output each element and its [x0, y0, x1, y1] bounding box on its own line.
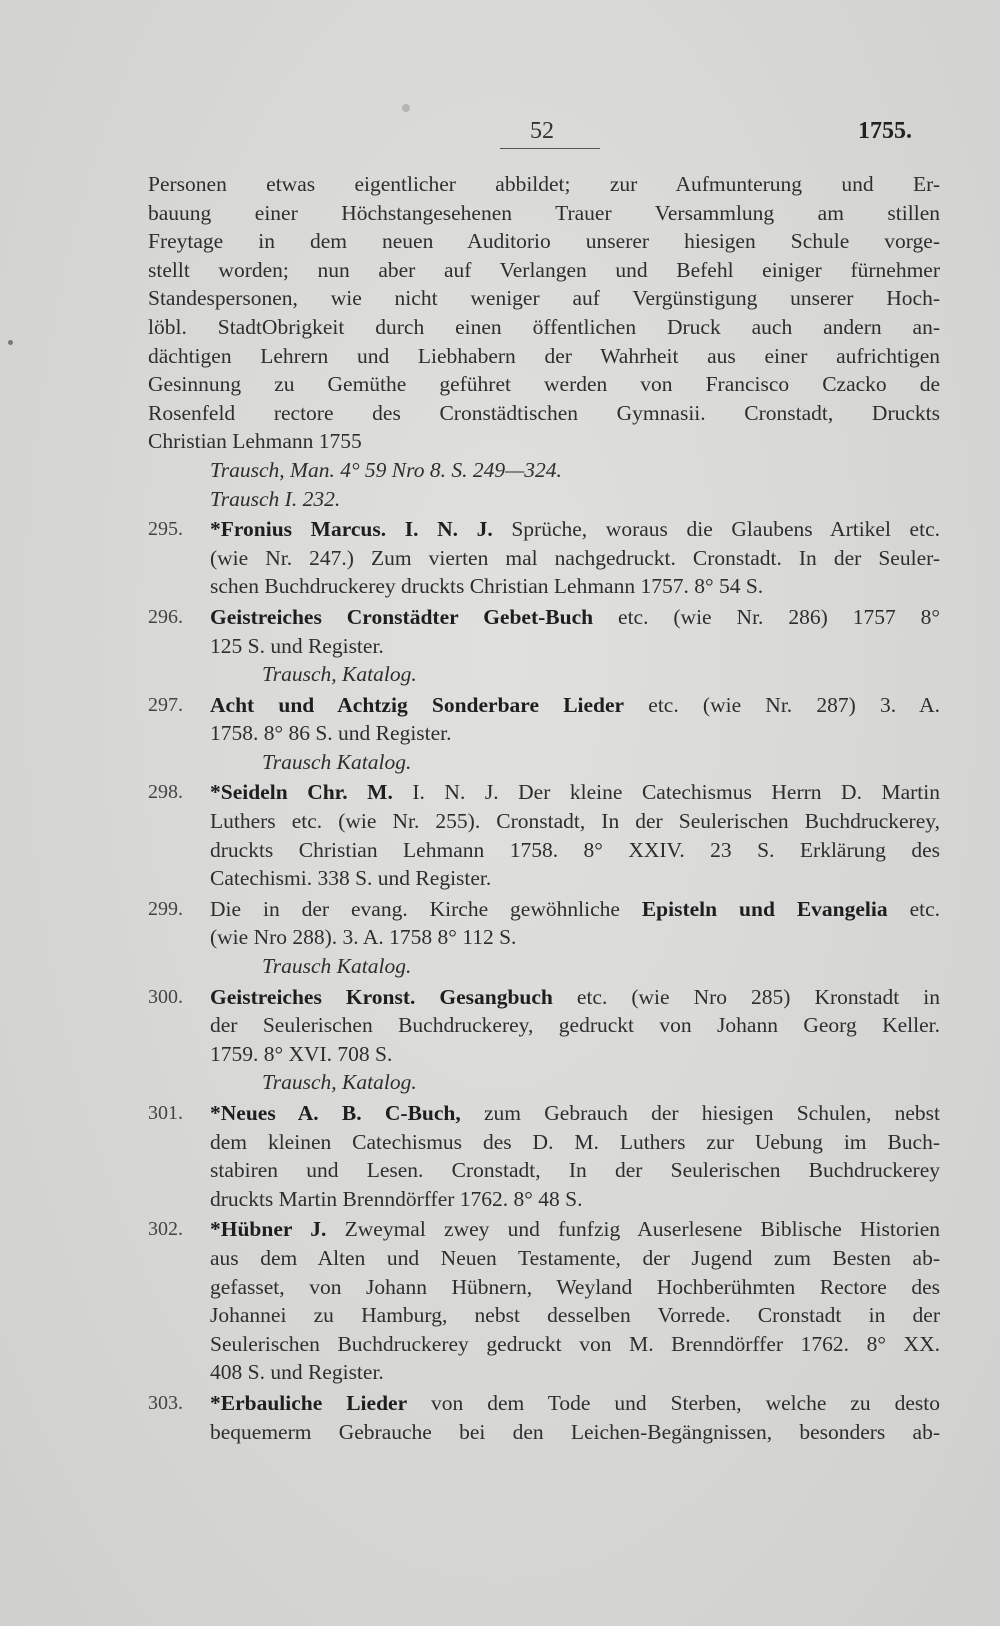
- text-line: Rosenfeld rectore des Cronstädtischen Gymnasii. Cronstadt, Druckts: [148, 400, 940, 425]
- catalog-entry: [148, 1215, 940, 1387]
- header-rule: [500, 148, 600, 149]
- catalog-entry: [148, 895, 940, 981]
- header-year: 1755.: [858, 118, 912, 144]
- text-line: Standespersonen, wie nicht weniger auf Vergünstigung unserer Hoch-: [148, 286, 940, 311]
- entry-title: *Neues A. B. C-Buch,: [210, 1101, 461, 1125]
- reference: Trausch I. 232.: [210, 486, 341, 511]
- entry-number: 302.: [148, 1218, 183, 1241]
- entry-number: 300.: [148, 985, 183, 1008]
- entry-text: Zweymal zwey und funfzig Auserlesene Biblische Historien: [326, 1217, 941, 1242]
- entry-number: 296.: [148, 605, 183, 628]
- text-line: Freytage in dem neuen Auditorio unserer hiesigen Schule vorge-: [148, 229, 940, 254]
- entry-title: *Hübner J.: [210, 1217, 327, 1242]
- page-header: [0, 118, 1000, 152]
- entry-title: *Erbauliche Lieder: [210, 1390, 408, 1415]
- entry-title: *Fronius Marcus. I. N. J.: [210, 517, 493, 542]
- entry-text: Seulerischen Buchdruckerey gedruckt von M. Brenndörffer 1762. 8° XX.: [210, 1331, 940, 1356]
- entry-text: (wie Nr. 247.) Zum vierten mal nachgedruckt. Cronstadt. In der Seuler-: [210, 545, 940, 570]
- entry-text: 408 S. und Register.: [210, 1360, 384, 1385]
- entry-text: I. N. J. Der kleine Catechismus Herrn D. Martin: [392, 780, 941, 805]
- entry-text: bequemerm Gebrauche bei den Leichen-Begängnissen, besonders ab-: [210, 1419, 940, 1444]
- entry-title: Geistreiches Kronst. Gesangbuch: [210, 984, 553, 1009]
- entry-text: aus dem Alten und Neuen Testamente, der Jugend zum Besten ab-: [210, 1245, 940, 1270]
- catalog-entry: [148, 691, 940, 777]
- entry-text: (wie Nro 288). 3. A. 1758 8° 112 S.: [210, 925, 517, 950]
- text-line: stellt worden; nun aber auf Verlangen und Befehl einiger fürnehmer: [148, 257, 940, 282]
- entry-text: etc. (wie Nr. 287) 3. A.: [624, 692, 940, 717]
- entry-text: 1759. 8° XVI. 708 S.: [210, 1041, 393, 1066]
- entry-number: 299.: [148, 897, 183, 920]
- entry-text: schen Buchdruckerey druckts Christian Lehmann 1757. 8° 54 S.: [210, 574, 764, 599]
- entry-text: Johannei zu Hamburg, nebst desselben Vorrede. Cronstadt in der: [210, 1303, 940, 1328]
- reference: Trausch Katalog.: [262, 749, 412, 774]
- entry-text: etc.: [887, 896, 941, 921]
- reference: Trausch Katalog.: [262, 954, 412, 979]
- entry-text: druckts Christian Lehmann 1758. 8° XXIV. 23 S. Erklärung des: [210, 837, 940, 862]
- text-line: Personen etwas eigentlicher abbildet; zur Aufmunterung und Er-: [148, 172, 940, 196]
- intro-paragraph: [148, 170, 940, 513]
- entry-text: etc. (wie Nro 285) Kronstadt in: [552, 984, 941, 1009]
- reference: Trausch, Katalog.: [262, 662, 417, 687]
- catalog-entry: [148, 983, 940, 1097]
- ink-spot: [402, 104, 410, 112]
- reference: Trausch, Man. 4° 59 Nro 8. S. 249—324.: [210, 457, 562, 482]
- text-line: Christian Lehmann 1755: [148, 429, 362, 454]
- entry-title: Geistreiches Cronstädter Gebet-Buch: [210, 604, 594, 629]
- entry-text: dem kleinen Catechismus des D. M. Luthers zur Uebung im Buch-: [210, 1129, 940, 1154]
- entry-text: Sprüche, woraus die Glaubens Artikel etc.: [492, 517, 940, 542]
- entry-number: 297.: [148, 693, 183, 716]
- entry-title: Acht und Achtzig Sonderbare Lieder: [210, 692, 625, 717]
- text-line: bauung einer Höchstangesehenen Trauer Versammlung am stillen: [148, 200, 940, 225]
- catalog-entry: [148, 1099, 940, 1213]
- entry-text: gefasset, von Johann Hübnern, Weyland Hochberühmten Rectore des: [210, 1274, 940, 1299]
- entry-text: 1758. 8° 86 S. und Register.: [210, 721, 452, 746]
- reference: Trausch, Katalog.: [262, 1070, 417, 1095]
- text-line: löbl. StadtObrigkeit durch einen öffentlichen Druck auch andern an-: [148, 314, 940, 339]
- entry-number: 298.: [148, 781, 183, 804]
- entry-text: stabiren und Lesen. Cronstadt, In der Seulerischen Buchdruckerey: [210, 1158, 940, 1183]
- text-line: Gesinnung zu Gemüthe geführet werden von Francisco Czacko de: [148, 372, 940, 397]
- entry-text: zum Gebrauch der hiesigen Schulen, nebst: [460, 1101, 940, 1125]
- entry-number: 303.: [148, 1391, 183, 1414]
- catalog-entry: [148, 603, 940, 689]
- entry-text: der Seulerischen Buchdruckerey, gedruckt von Johann Georg Keller.: [210, 1013, 940, 1038]
- entry-text: 125 S. und Register.: [210, 633, 384, 658]
- entry-text: Luthers etc. (wie Nr. 255). Cronstadt, In der Seulerischen Buchdruckerey,: [210, 809, 940, 834]
- entry-text: Die in der evang. Kirche gewöhnliche: [210, 896, 642, 921]
- text-line: dächtigen Lehrern und Liebhabern der Wahrheit aus einer aufrichtigen: [148, 343, 940, 368]
- catalog-entry: [148, 778, 940, 892]
- entry-text: Catechismi. 338 S. und Register.: [210, 866, 492, 891]
- page-number: 52: [530, 118, 554, 144]
- entry-text: von dem Tode und Sterben, welche zu desto: [407, 1390, 940, 1415]
- entry-title: Episteln und Evangelia: [641, 896, 888, 921]
- entry-text: druckts Martin Brenndörffer 1762. 8° 48 S.: [210, 1186, 583, 1211]
- entry-text: etc. (wie Nr. 286) 1757 8°: [593, 604, 940, 629]
- entry-title: *Seideln Chr. M.: [210, 780, 393, 805]
- ink-spot: [8, 340, 13, 345]
- catalog-entry: [148, 1389, 940, 1446]
- catalog-entry: [148, 515, 940, 601]
- entry-number: 301.: [148, 1102, 183, 1124]
- entry-number: 295.: [148, 518, 183, 541]
- document-body: [148, 170, 940, 1446]
